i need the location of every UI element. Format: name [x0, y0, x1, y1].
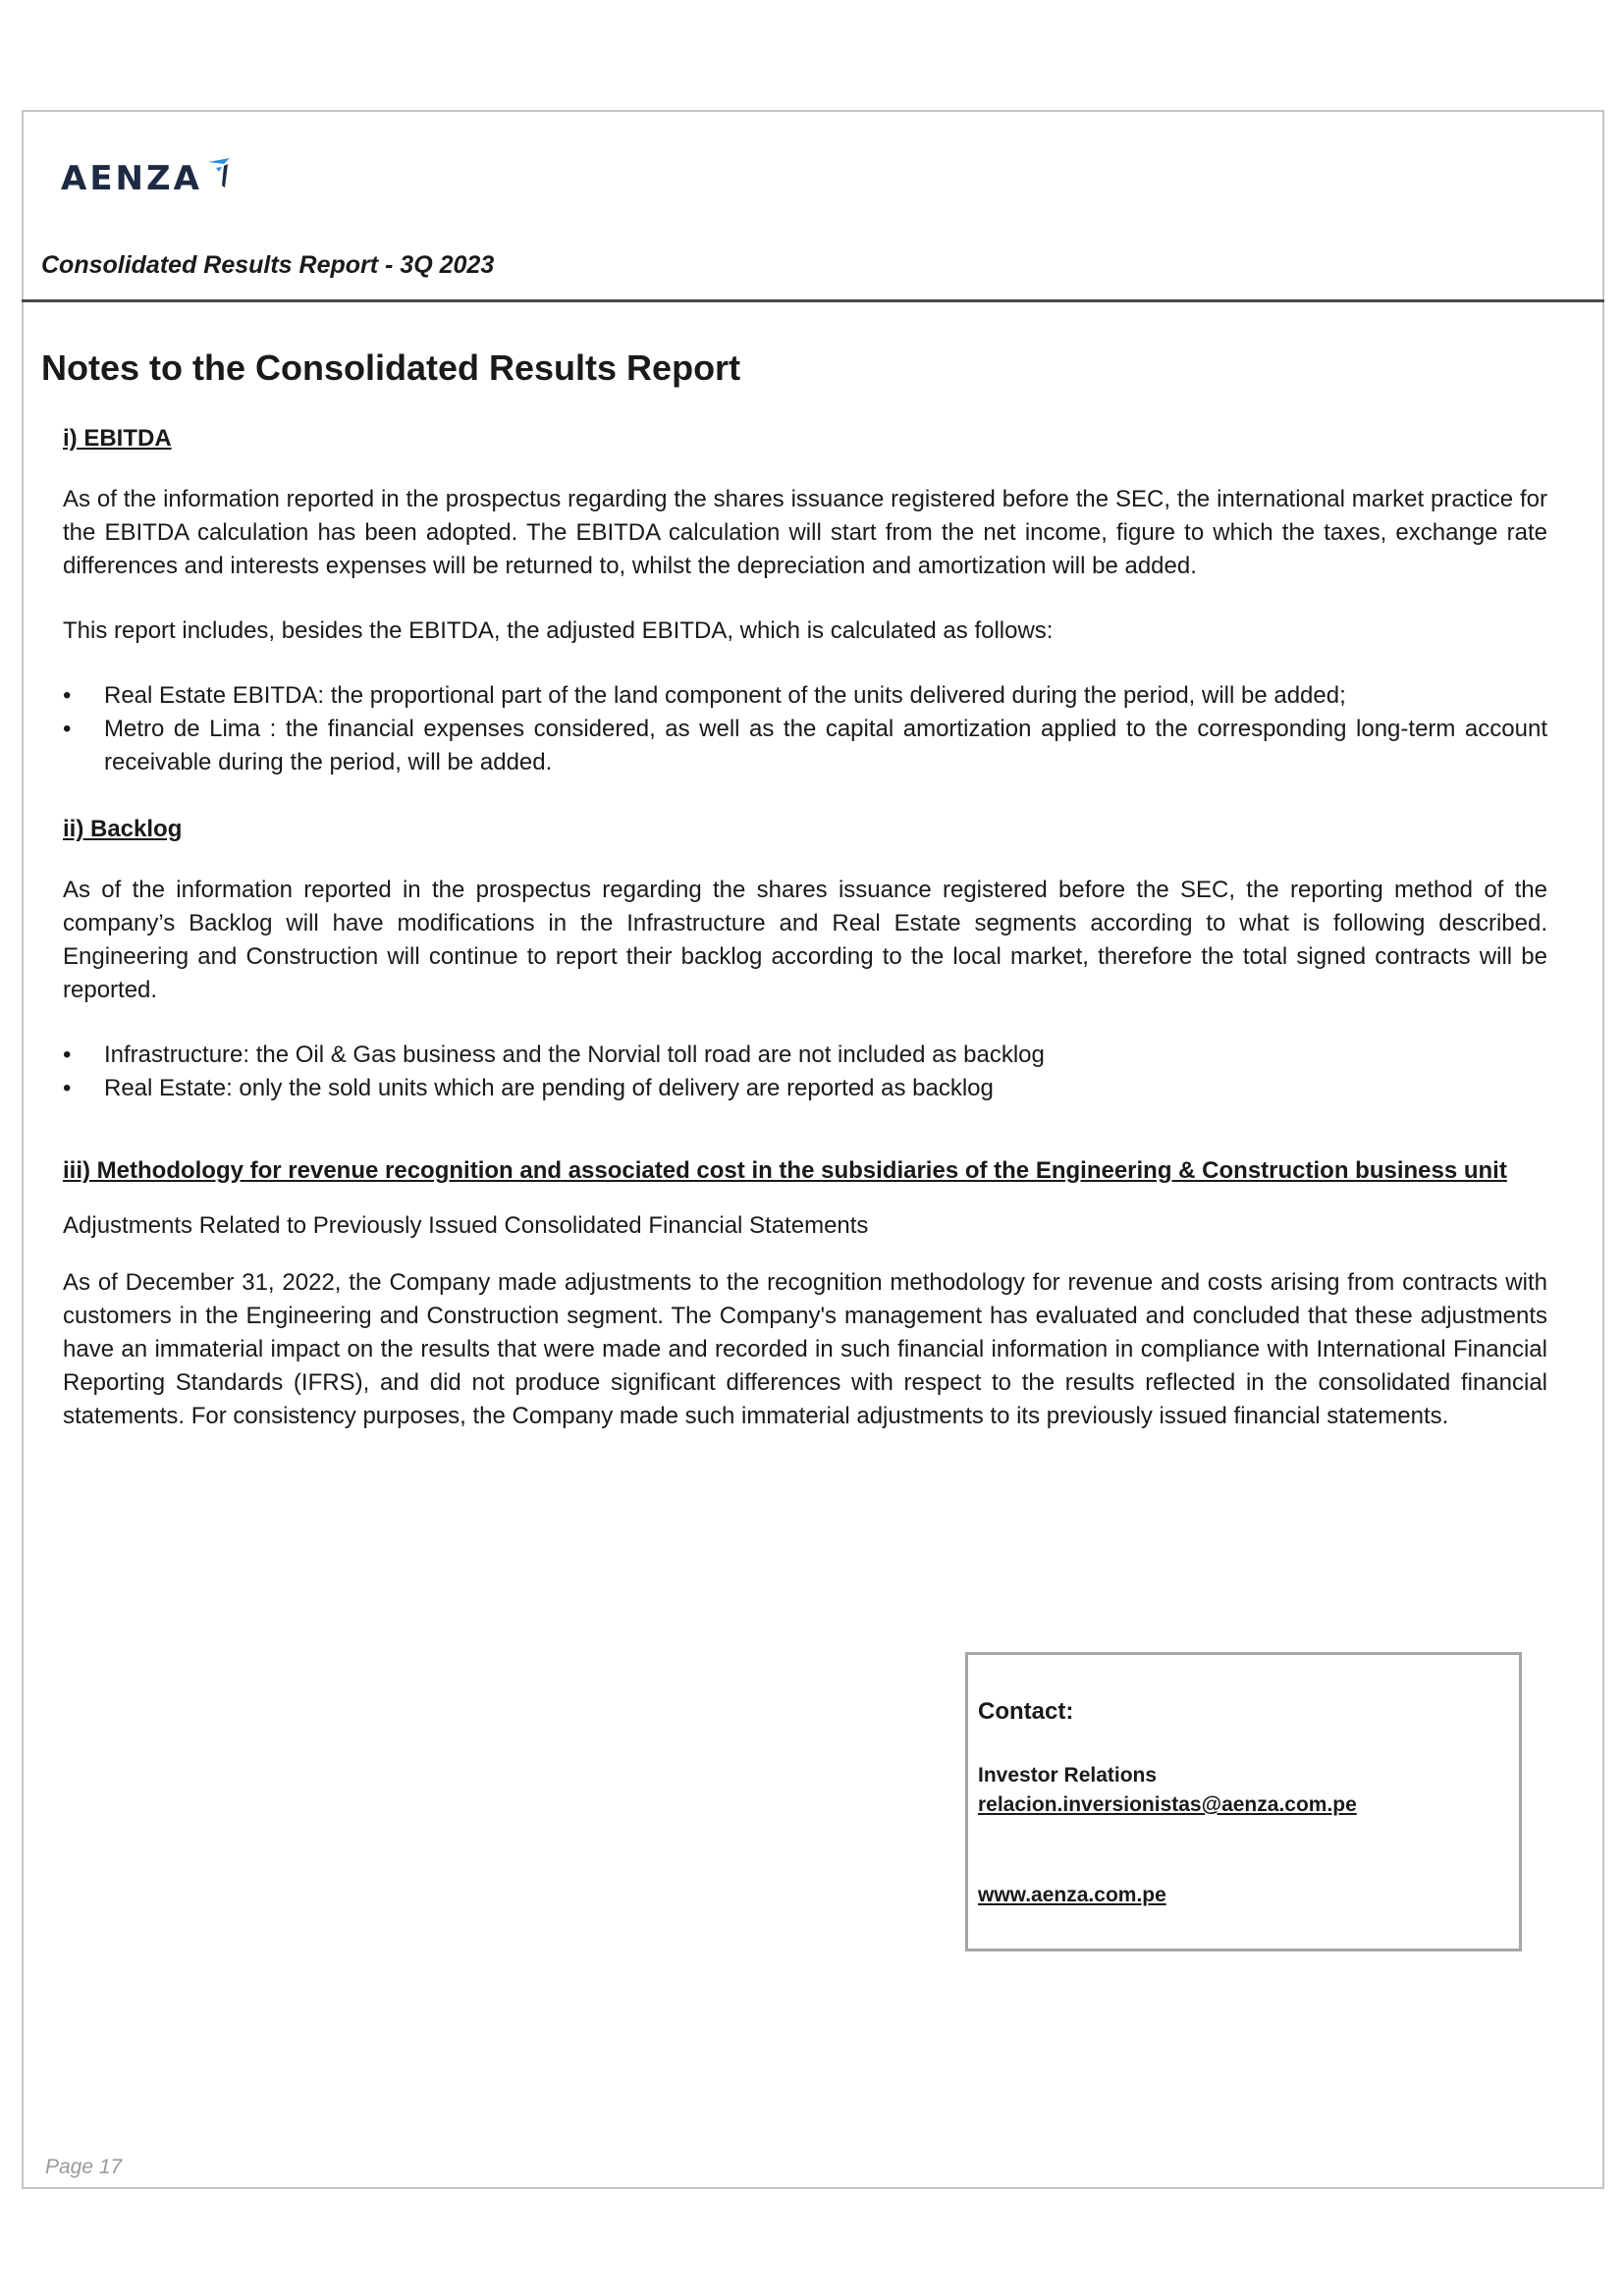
contact-title: Contact: [978, 1698, 1074, 1725]
header-divider [22, 299, 1604, 302]
aenza-logo [61, 159, 232, 198]
methodology-paragraph: As of December 31, 2022, the Company made adjustments to the recognition methodology for revenue and costs arising from contracts with customers in the Engineering and Construction segment. The Company's management has evaluated and concluded that these adjustments have an immaterial impact on the results that were made and recorded in such financial information in compliance with International Financial Reporting Standards (IFRS), and did not produce significant differences with respect to the results reflected in the consolidated financial statements. For consistency purposes, the Company made such immaterial adjustments to its previously issued financial statements. [63, 1269, 1547, 1429]
methodology-subtitle: Adjustments Related to Previously Issued Consolidated Financial Statements [63, 1212, 869, 1239]
report-title: Consolidated Results Report - 3Q 2023 [41, 251, 495, 279]
page-number: Page 17 [45, 2156, 123, 2178]
logo-flag-icon [206, 158, 232, 189]
contact-email-link[interactable]: relacion.inversionistas@aenza.com.pe [978, 1793, 1357, 1816]
list-item: • Real Estate EBITDA: the proportional part of the land component of the units delivered during the period, will be added; [63, 679, 1547, 713]
backlog-bullet-list [63, 1039, 1547, 1105]
ebitda-bullet-list [63, 679, 1547, 779]
contact-department: Investor Relations [978, 1764, 1158, 1787]
section-title-methodology: iii) Methodology for revenue recognition and associated cost in the subsidiaries of the Engineering & Construction business unit [63, 1157, 1507, 1184]
notes-content [63, 422, 1547, 1465]
ebitda-adjusted-intro: This report includes, besides the EBITDA, the adjusted EBITDA, which is calculated as follows: [63, 617, 1054, 644]
logo-text: AENZA [61, 159, 202, 198]
list-item: • Real Estate: only the sold units which are pending of delivery are reported as backlog [63, 1072, 1547, 1105]
ebitda-paragraph: As of the information reported in the prospectus regarding the shares issuance registered before the SEC, the international market practice for the EBITDA calculation has been adopted. The EBITDA calculation will start from the net income, figure to which the taxes, exchange rate differences and interests expenses will be returned to, whilst the depreciation and amortization will be added. [63, 486, 1547, 579]
section-title-backlog: ii) Backlog [63, 816, 183, 842]
contact-box [965, 1652, 1522, 1951]
list-item: • Metro de Lima : the financial expenses considered, as well as the capital amortization applied to the corresponding long-term account receivable during the period, will be added. [63, 713, 1547, 779]
page-heading: Notes to the Consolidated Results Report [41, 347, 741, 389]
list-item: • Infrastructure: the Oil & Gas business and the Norvial toll road are not included as backlog [63, 1039, 1547, 1072]
backlog-paragraph: As of the information reported in the prospectus regarding the shares issuance registered before the SEC, the reporting method of the company’s Backlog will have modifications in the Infrastructure and Real Estate segments according to what is following described. Engineering and Construction will continue to report their backlog according to the local market, therefore the total signed contracts will be reported. [63, 877, 1547, 1003]
contact-website-link[interactable]: www.aenza.com.pe [978, 1884, 1166, 1906]
section-title-ebitda: i) EBITDA [63, 425, 172, 452]
